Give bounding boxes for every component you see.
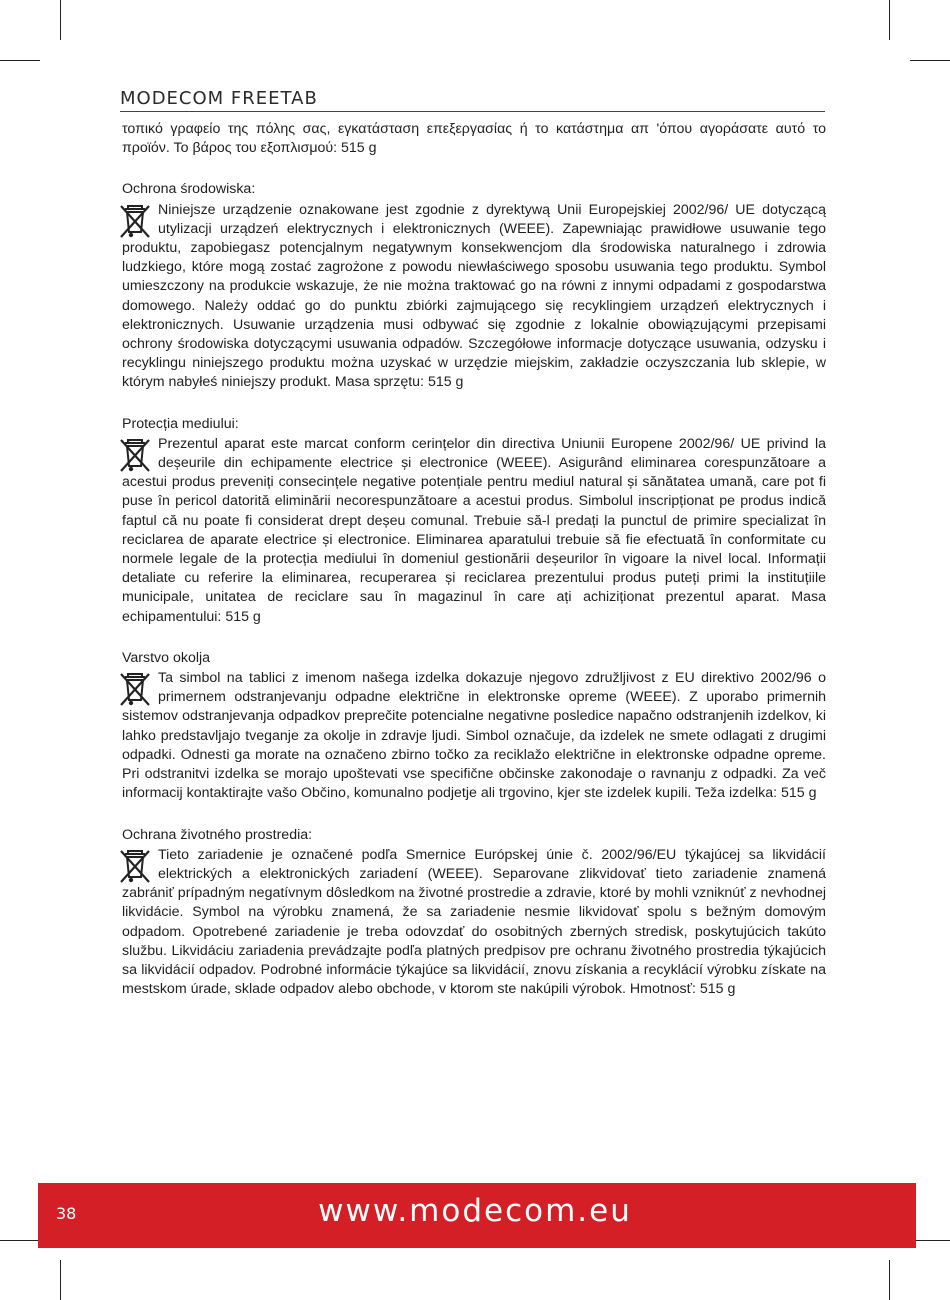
weee-bin-icon [118, 671, 152, 707]
section-body: Tieto zariadenie je označené podľa Smernice Európskej únie č. 2002/96/EU týkajúcej sa likvidácií elektrických a elektronických zariadení (WEEE). Separovane zlikvidovať tieto zariadenie znamená zabrániť prípadným negatívnym dôsledkom na životné prostredie a zdravie, ktoré by mohli vzniknúť z nevhodnej likvidácie. Symbol na výrobku znamená, že sa zariadenie nesmie likvidovať spolu s bežným domovým odpadom. Opotrebené zariadenie je treba odovzdať do osobitných zberných stredisk, poskytujúcich takúto službu. Likvidáciu zariadenia prevádzajte podľa platných predpisov pre ochranu životného prostredia týkajúcich sa likvidácií odpadov. Podrobné informácie týkajúce sa likvidácií, znovu získania a recyklácií výrobku získate na mestskom úrade, sklade odpadov alebo obchode, v ktorom ste nakúpili výrobok. Hmotnosť: 515 g [122, 846, 826, 998]
section-title: Ochrona środowiska: [122, 181, 256, 198]
section-body: Ta simbol na tablici z imenom našega izdelka dokazuje njegovo združljivost z EU direktivo 2002/96 o primernem odstranjevanju odpadne električne in elektronske opreme (WEEE). Z uporabo primernih sistemov odstranjevanja odpadkov preprečite potencialne negativne posledice napačno odstranjenih izdelkov, ki lahko predstavljajo tveganje za okolje in zdravje ljudi. Simbol označuje, da izdelek ne smete odlagati z drugimi odpadki. Odnesti ga morate na označeno zbirno točko za reciklažo električne in elektronske odpadne opreme. Pri odstranitvi izdelka se morajo upoštevati vse specifične občinske zakonodaje o ravnanju z odpadki. Za več informacij kontaktirajte vašo Občino, komunalno podjetje ali trgovino, kjer ste izdelek kupili. Teža izdelka: 515 g [122, 670, 826, 802]
section-polish [122, 180, 826, 392]
section-title: Varstvo okolja [122, 649, 211, 666]
section-title: Protecția mediului: [122, 415, 239, 432]
crop-mark [0, 1240, 40, 1241]
website-link[interactable]: www.modecom.eu [318, 1193, 632, 1229]
page-header-title: MODECOM FREETAB [120, 88, 318, 109]
page-content [122, 120, 826, 999]
crop-mark [889, 1260, 890, 1300]
section-romanian [122, 415, 826, 627]
section-title: Ochrana životného prostredia: [122, 826, 313, 843]
section-body: Prezentul aparat este marcat conform cerințelor din directiva Uniunii Europene 2002/96/ UE privind la deșeurile din echipamente electrice și electronice (WEEE). Asigurând eliminarea corespunzătoare a acestui produs preveniți consecințele negative potențiale pentru mediul natural și sănătatea umană, care pot fi puse în pericol datorită eliminării necorespunzătoare a acestui produs. Simbolul inscripționat pe produs indică faptul că nu poate fi considerat drept deșeu comunal. Trebuie să-l predați la punctul de primire specializat în reciclarea de aparate electrice și electronice. Eliminarea aparatului trebuie să fie efectuată în conformitate cu normele legale de la protecția mediului în domeniul gestionării deșeurilor în vigoare la nivel local. Informații detaliate cu referire la eliminarea, recuperarea și reciclarea prezentului produs puteți primi la instituțiile municipale, unitatea de reciclare sau în magazinul în care ați achiziționat prezentul aparat. Masa echipamentului: 515 g [122, 435, 826, 625]
section-body: Niniejsze urządzenie oznakowane jest zgodnie z dyrektywą Unii Europejskiej 2002/96/ UE dotyczącą utylizacji urządzeń elektrycznych i elektronicznych (WEEE). Zapewniając prawidłowe usuwanie tego produktu, zapobiegasz potencjalnym negatywnym konsekwencjom dla środowiska naturalnego i zdrowia ludzkiego, które mogą zostać zagrożone z powodu niewłaściwego sposobu usuwania tego produktu. Symbol umieszczony na produkcie wskazuje, że nie można traktować go na równi z innymi odpadami z gospodarstwa domowego. Należy oddać go do punktu zbiórki zajmującego się recyklingiem urządzeń elektrycznych i elektronicznych. Usuwanie urządzenia musi odbywać się zgodnie z lokalnie obowiązującymi przepisami ochrony środowiska dotyczącymi usuwania odpadów. Szczegółowe informacje dotyczące usuwania, odzysku i recyklingu niniejszego produktu można uzyskać w urzędzie miejskim, zakładzie oczyszczania lub sklepie, w którym nabyłeś niniejszy produkt. Masa sprzętu: 515 g [122, 201, 826, 391]
crop-mark [60, 1260, 61, 1300]
crop-mark [910, 1240, 950, 1241]
crop-mark [0, 60, 40, 61]
header-divider [120, 111, 825, 112]
section-slovenian [122, 649, 826, 804]
weee-bin-icon [118, 203, 152, 239]
page-number: 38 [56, 1204, 77, 1223]
crop-mark [910, 60, 950, 61]
section-slovak [122, 826, 826, 1000]
weee-bin-icon [118, 437, 152, 473]
weee-bin-icon [118, 848, 152, 884]
crop-mark [889, 0, 890, 40]
intro-paragraph: τοπικό γραφείο της πόλης σας, εγκατάσταση επεξεργασίας ή το κατάστημα απ 'όπου αγοράσατε αυτό το προϊόν. Το βάρος του εξοπλισμού: 515 g [122, 121, 826, 157]
crop-mark [60, 0, 61, 40]
